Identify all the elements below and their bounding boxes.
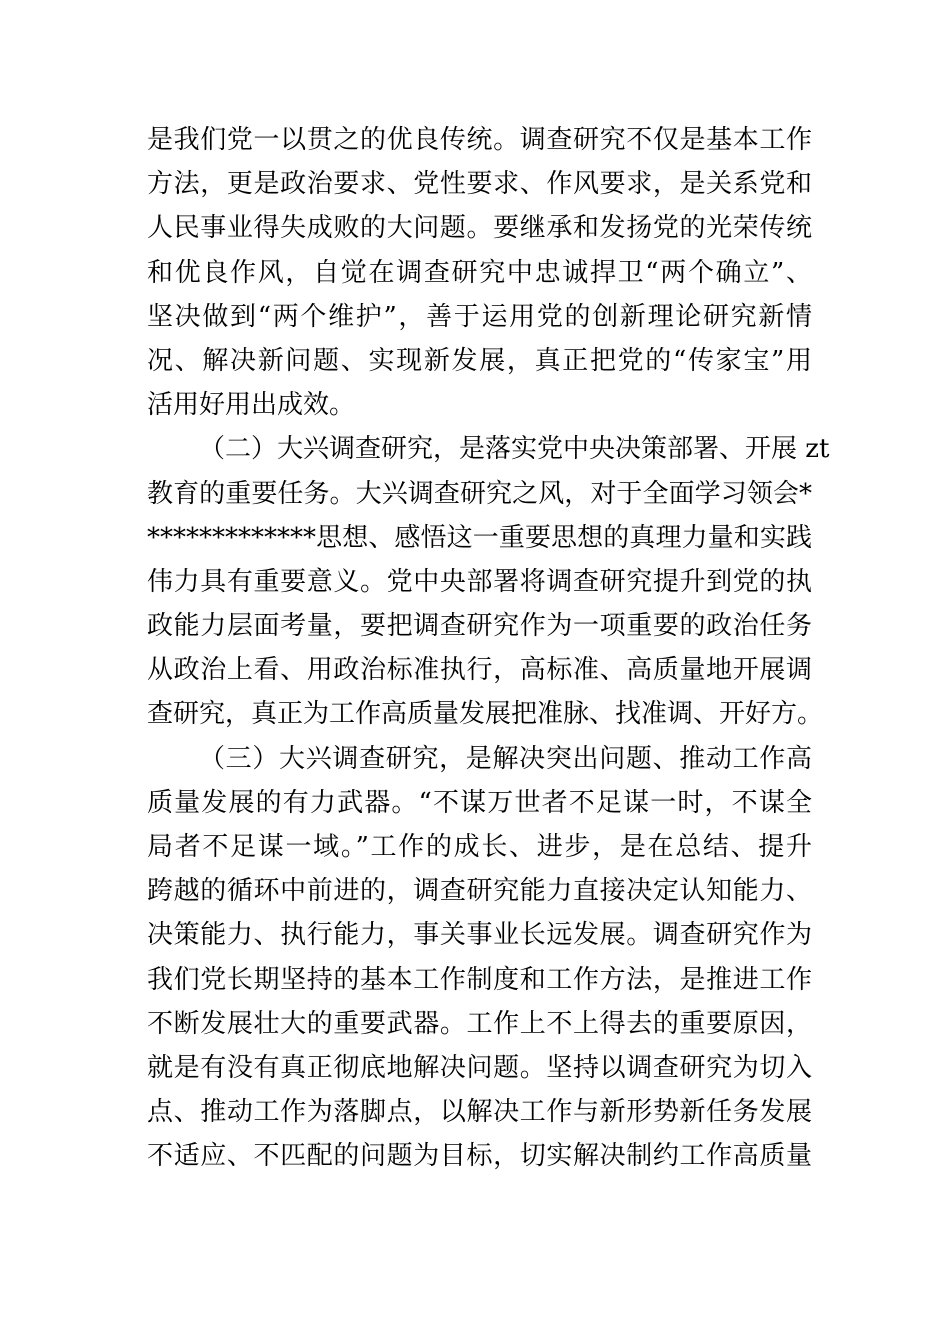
body-text — [147, 118, 830, 1179]
text-line-4: 和优良作风，自觉在调查研究中忠诚捍卫“两个确立”、 — [147, 257, 812, 288]
text-line-18: 跨越的循环中前进的，调查研究能力直接决定认知能力、 — [147, 876, 812, 907]
text-line-7: 活用好用出成效。 — [147, 390, 356, 421]
text-line-6: 况、解决新问题、实现新发展，真正把党的“传家宝”用 — [147, 345, 812, 376]
text-line-12: 政能力层面考量，要把调查研究作为一项重要的政治任务 — [147, 611, 812, 642]
text-line-16: 质量发展的有力武器。“不谋万世者不足谋一时，不谋全 — [147, 787, 812, 818]
text-line-2: 方法，更是政治要求、党性要求、作风要求，是关系党和 — [147, 169, 812, 200]
text-line-21: 不断发展壮大的重要武器。工作上不上得去的重要原因， — [147, 1008, 812, 1039]
text-line-17: 局者不足谋一域。”工作的成长、进步，是在总结、提升 — [147, 832, 812, 862]
text-line-10: *************思想、感悟这一重要思想的真理力量和实践 — [147, 522, 812, 553]
paragraph-2-heading-line: （二）大兴调查研究，是落实党中央决策部署、开展 zt — [199, 434, 830, 465]
text-line-11: 伟力具有重要意义。党中央部署将调查研究提升到党的执 — [147, 566, 812, 597]
text-line-1: 是我们党一以贯之的优良传统。调查研究不仅是基本工作 — [147, 125, 812, 155]
text-line-13: 从政治上看、用政治标准执行，高标准、高质量地开展调 — [147, 655, 812, 686]
text-line-22: 就是有没有真正彻底地解决问题。坚持以调查研究为切入 — [147, 1052, 812, 1083]
text-line-24: 不适应、不匹配的问题为目标，切实解决制约工作高质量 — [147, 1141, 812, 1172]
text-line-20: 我们党长期坚持的基本工作制度和工作方法，是推进工作 — [147, 964, 812, 995]
text-line-3: 人民事业得失成败的大问题。要继承和发扬党的光荣传统 — [147, 213, 812, 244]
text-line-9: 教育的重要任务。大兴调查研究之风，对于全面学习领会* — [147, 478, 812, 509]
text-line-14: 查研究，真正为工作高质量发展把准脉、找准调、开好方。 — [147, 699, 824, 730]
paragraph-3-heading-line: （三）大兴调查研究，是解决突出问题、推动工作高 — [199, 743, 812, 774]
text-line-19: 决策能力、执行能力，事关事业长远发展。调查研究作为 — [147, 920, 812, 951]
text-line-5: 坚决做到“两个维护”，善于运用党的创新理论研究新情 — [147, 301, 812, 332]
text-line-23: 点、推动工作为落脚点，以解决工作与新形势新任务发展 — [147, 1097, 812, 1128]
